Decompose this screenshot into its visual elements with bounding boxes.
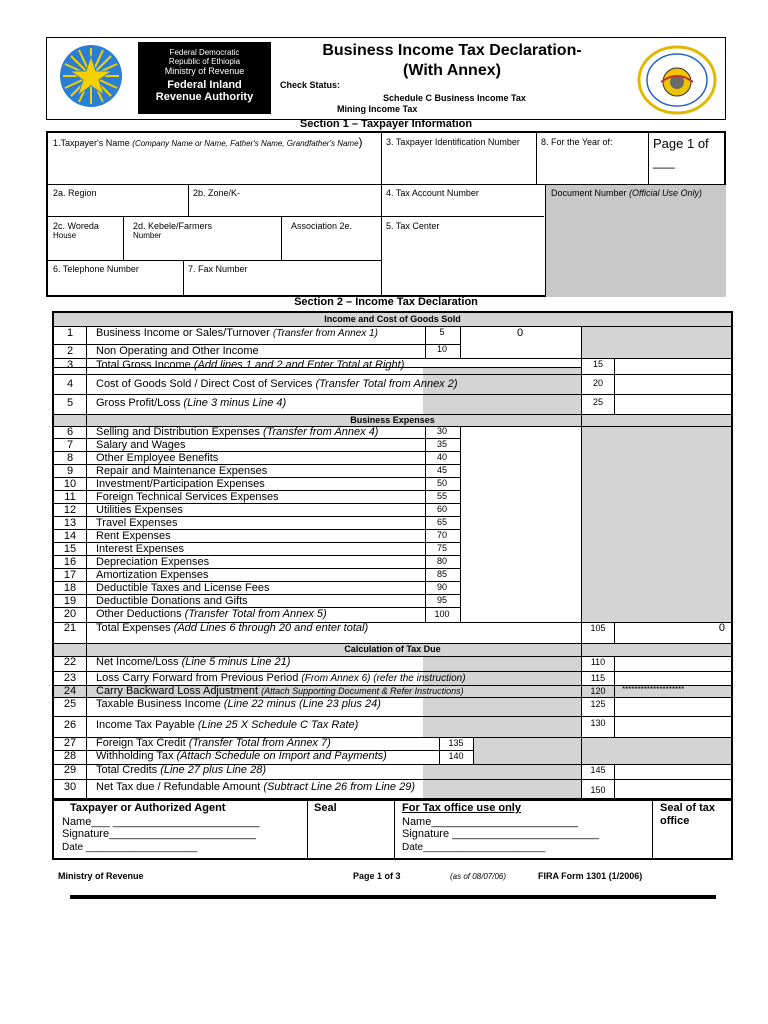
line-text: [96, 397, 286, 409]
kebele-sub: Number: [133, 231, 162, 240]
line-code: 20: [592, 378, 603, 388]
ministry-block: [138, 42, 271, 114]
document-number-label: Document Number: [551, 188, 627, 198]
footer-ministry: Ministry of Revenue: [58, 871, 144, 881]
band-calculation: Calculation of Tax Due: [344, 644, 441, 654]
line-code: 135: [448, 738, 464, 748]
line-text: [96, 750, 387, 762]
line-text: [96, 359, 404, 371]
line-code: 80: [436, 556, 447, 566]
line-hint: (Add Lines 6 through 20 and enter total): [173, 622, 369, 634]
region-field[interactable]: 2a. Region: [53, 188, 97, 198]
line-label: Travel Expenses: [96, 517, 178, 529]
check-status-label: Check Status:: [280, 80, 341, 90]
line-hint: (Subtract Line 26 from Line 29): [263, 781, 415, 793]
line-label: Salary and Wages: [96, 439, 186, 451]
tax-center-field[interactable]: 5. Tax Center: [386, 221, 440, 231]
line-number: 18: [63, 582, 77, 594]
line-number: 1: [66, 327, 74, 339]
line-code: 10: [436, 344, 447, 354]
line-number: 29: [63, 764, 77, 776]
line-code: 35: [436, 439, 447, 449]
line-hint: (Transfer Total from Annex 7): [188, 737, 331, 749]
line-number: 22: [63, 656, 77, 668]
line-hint: (Line 22 minus (Line 23 plus 24): [223, 698, 381, 710]
line-hint: (Add lines 1 and 2 and Enter Total at Right): [193, 359, 405, 371]
line-label: Other Employee Benefits: [96, 452, 219, 464]
taxpayer-name-hint: (Company Name or Name, Father's Name, Grandfather's Name: [132, 139, 359, 148]
telephone-field[interactable]: 6. Telephone Number: [53, 264, 139, 274]
line-hint: (Line 3 minus Line 4): [183, 397, 287, 409]
line-text: [96, 608, 327, 620]
line-code: 150: [590, 785, 606, 795]
line-label: Investment/Participation Expenses: [96, 478, 265, 490]
line-code: 15: [592, 359, 603, 369]
line-text: [96, 426, 378, 438]
agent-signature-field[interactable]: Signature________________________: [62, 828, 256, 840]
office-signature-field[interactable]: Signature ________________________: [402, 828, 599, 840]
line-code: 45: [436, 465, 447, 475]
agent-date-field[interactable]: Date ____________________: [62, 842, 198, 853]
gov-line-3: Ministry of Revenue: [164, 66, 245, 76]
line-code: 50: [436, 478, 447, 488]
schedule-c-option[interactable]: Schedule C Business Income Tax: [383, 93, 526, 103]
band-expenses: Business Expenses: [350, 415, 435, 425]
line-number: 2: [66, 345, 74, 357]
form-title: [277, 41, 627, 81]
kebele-field[interactable]: [133, 221, 212, 241]
mining-tax-option[interactable]: Mining Income Tax: [337, 104, 418, 114]
line-label: Utilities Expenses: [96, 504, 183, 516]
authority-line-2: Revenue Authority: [155, 91, 254, 103]
line-text: [96, 698, 381, 710]
office-seal-line-1: Seal of tax: [660, 802, 716, 814]
footer-page: Page 1 of 3: [353, 871, 401, 881]
tin-field[interactable]: 3. Taxpayer Identification Number: [386, 137, 520, 147]
line-number: 12: [63, 504, 77, 516]
line-label: Taxable Business Income: [96, 698, 221, 710]
line-text: [96, 656, 290, 668]
line-code: 90: [436, 582, 447, 592]
line-label: Rent Expenses: [96, 530, 171, 542]
line-number: 9: [66, 465, 74, 477]
tax-account-field[interactable]: 4. Tax Account Number: [386, 188, 479, 198]
line-text: [96, 378, 458, 390]
form-header: [46, 37, 726, 120]
agent-name-field[interactable]: Name___ ________________________: [62, 816, 260, 828]
gov-line-1: Federal Democratic: [169, 48, 240, 57]
line-label: Income Tax Payable: [96, 719, 195, 731]
line-number: 4: [66, 378, 74, 390]
footer-rule: [70, 895, 716, 899]
seal-label: Seal: [314, 802, 337, 814]
line-label: Deductible Donations and Gifts: [96, 595, 248, 607]
office-seal-line-2: office: [660, 815, 690, 827]
line-number: 23: [63, 672, 77, 684]
kebele-label: 2d. Kebele/Farmers: [133, 221, 213, 231]
line-code: 100: [434, 609, 450, 619]
line-hint: (Line 27 plus Line 28): [160, 764, 266, 776]
fira-seal-icon: [635, 44, 719, 116]
line-number: 27: [63, 737, 77, 749]
line-code: 65: [436, 517, 447, 527]
line-label: Depreciation Expenses: [96, 556, 210, 568]
line-code: 25: [592, 397, 603, 407]
line-1-value[interactable]: 0: [516, 327, 524, 339]
line-number: 11: [64, 491, 76, 503]
line-code: 140: [448, 751, 464, 761]
fax-field[interactable]: 7. Fax Number: [188, 264, 248, 274]
line-hint: (Transfer from Annex 4): [262, 426, 379, 438]
line-number: 26: [63, 719, 77, 731]
line-label: Gross Profit/Loss: [96, 397, 181, 409]
line-label: Business Income or Sales/Turnover: [96, 327, 270, 339]
year-field[interactable]: 8. For the Year of:: [541, 137, 613, 147]
line-code: 30: [436, 426, 447, 436]
line-hint: (Attach Supporting Document & Refer Instructions): [261, 686, 464, 696]
section2-table: [52, 311, 733, 800]
line-label: Total Credits: [96, 764, 158, 776]
line-code: 130: [590, 718, 606, 728]
line-number: 6: [66, 426, 74, 438]
gov-line-2: Republic of Ethiopia: [168, 57, 241, 66]
line-number: 19: [63, 595, 77, 607]
section1-title: Section 1 – Taxpayer Information: [299, 118, 473, 130]
office-date-field[interactable]: Date______________________: [402, 842, 546, 853]
line-number: 10: [63, 478, 77, 490]
section2-title: Section 2 – Income Tax Declaration: [294, 296, 478, 308]
line-24-value: ********************: [622, 685, 685, 694]
page-of-field: [653, 135, 709, 171]
line-code: 125: [590, 699, 606, 709]
line-code: 95: [436, 595, 447, 605]
line-number: 3: [66, 359, 74, 371]
line-hint: (Line 5 minus Line 21): [181, 656, 291, 668]
line-text: [96, 764, 266, 776]
office-title: For Tax office use only: [402, 802, 521, 814]
line-label: Other Deductions: [96, 608, 182, 620]
woreda-label: 2c. Woreda: [53, 221, 99, 231]
title-line-1: Business Income Tax Declaration-: [322, 42, 582, 59]
line-label: Selling and Distribution Expenses: [96, 426, 260, 438]
section1-box: [46, 131, 726, 297]
official-use-area: [545, 184, 726, 297]
line-code: 115: [590, 673, 606, 683]
line-text: [96, 737, 331, 749]
authority-line-1: Federal Inland: [167, 79, 242, 91]
line-text: [96, 781, 415, 793]
footer-asof: (as of 08/07/06): [450, 872, 507, 881]
line-label: Non Operating and Other Income: [96, 345, 259, 357]
signature-block: [52, 799, 733, 860]
line-code: 5: [439, 327, 445, 337]
line-hint: (Transfer from Annex 1): [272, 328, 378, 339]
line-code: 70: [436, 530, 447, 540]
footer-form-number: FIRA Form 1301 (1/2006): [538, 871, 643, 881]
line-code: 120: [590, 686, 606, 696]
line-number: 28: [63, 750, 77, 762]
office-seal-label: [660, 802, 715, 828]
office-name-field[interactable]: Name________________________: [402, 816, 579, 828]
line-label: Total Expenses: [96, 622, 171, 634]
taxpayer-name-field[interactable]: [53, 137, 373, 149]
line-number: 14: [63, 530, 77, 542]
line-label: Carry Backward Loss Adjustment: [96, 685, 259, 697]
line-label: Deductible Taxes and License Fees: [96, 582, 270, 594]
line-number: 13: [63, 517, 77, 529]
woreda-sub: House: [53, 231, 77, 240]
line-code: 110: [590, 657, 606, 667]
line-hint: (Transfer Total from Annex 5): [184, 608, 327, 620]
line-text: [96, 685, 464, 697]
zone-field[interactable]: 2b. Zone/K-: [193, 188, 241, 198]
page-of-label: Page 1 of: [653, 136, 709, 151]
line-text: [96, 327, 378, 339]
line-label: Net Income/Loss: [96, 656, 179, 668]
association-field[interactable]: Association 2e.: [291, 221, 353, 231]
line-number: 8: [66, 452, 74, 464]
document-number-field: [551, 188, 721, 198]
band-income: Income and Cost of Goods Sold: [324, 314, 461, 324]
line-label: Amortization Expenses: [96, 569, 209, 581]
line-21-value[interactable]: 0: [718, 622, 725, 634]
taxpayer-name-label: 1.Taxpayer's Name: [53, 138, 130, 148]
line-label: Cost of Goods Sold / Direct Cost of Services: [96, 378, 313, 390]
line-text: [96, 719, 358, 731]
line-number: 21: [63, 622, 77, 634]
line-number: 7: [66, 439, 74, 451]
line-hint: (From Annex 6) (refer the instruction): [301, 673, 466, 684]
line-code: 55: [436, 491, 447, 501]
page-of-blank: ___: [653, 154, 675, 169]
line-label: Withholding Tax: [96, 750, 174, 762]
line-number: 25: [63, 698, 77, 710]
line-code: 40: [436, 452, 447, 462]
line-number: 30: [63, 781, 77, 793]
title-line-2: (With Annex): [403, 62, 501, 79]
line-label: Net Tax due / Refundable Amount: [96, 781, 261, 793]
line-hint: (Attach Schedule on Import and Payments): [176, 750, 387, 762]
ethiopia-emblem-icon: [57, 42, 125, 114]
line-number: 15: [63, 543, 77, 555]
taxpayer-name-paren: ): [358, 135, 363, 149]
line-number: 16: [63, 556, 77, 568]
line-hint: (Line 25 X Schedule C Tax Rate): [197, 719, 359, 731]
line-label: Interest Expenses: [96, 543, 185, 555]
line-number: 20: [63, 608, 77, 620]
line-label: Total Gross Income: [96, 359, 191, 371]
woreda-field[interactable]: [53, 221, 99, 241]
line-code: 60: [436, 504, 447, 514]
line-text: [96, 672, 466, 684]
line-number: 5: [66, 397, 74, 409]
line-label: Loss Carry Forward from Previous Period: [96, 672, 299, 684]
line-code: 75: [436, 543, 447, 553]
line-hint: (Transfer Total from Annex 2): [315, 378, 458, 390]
line-number: 17: [63, 569, 77, 581]
line-code: 145: [590, 765, 606, 775]
document-number-hint: (Official Use Only): [629, 188, 703, 198]
agent-title: Taxpayer or Authorized Agent: [70, 802, 226, 814]
line-code: 85: [436, 569, 447, 579]
line-number: 24: [63, 685, 77, 697]
line-text: [96, 622, 368, 634]
line-label: Repair and Maintenance Expenses: [96, 465, 268, 477]
line-label: Foreign Technical Services Expenses: [96, 491, 279, 503]
line-label: Foreign Tax Credit: [96, 737, 186, 749]
line-code: 105: [590, 623, 606, 633]
